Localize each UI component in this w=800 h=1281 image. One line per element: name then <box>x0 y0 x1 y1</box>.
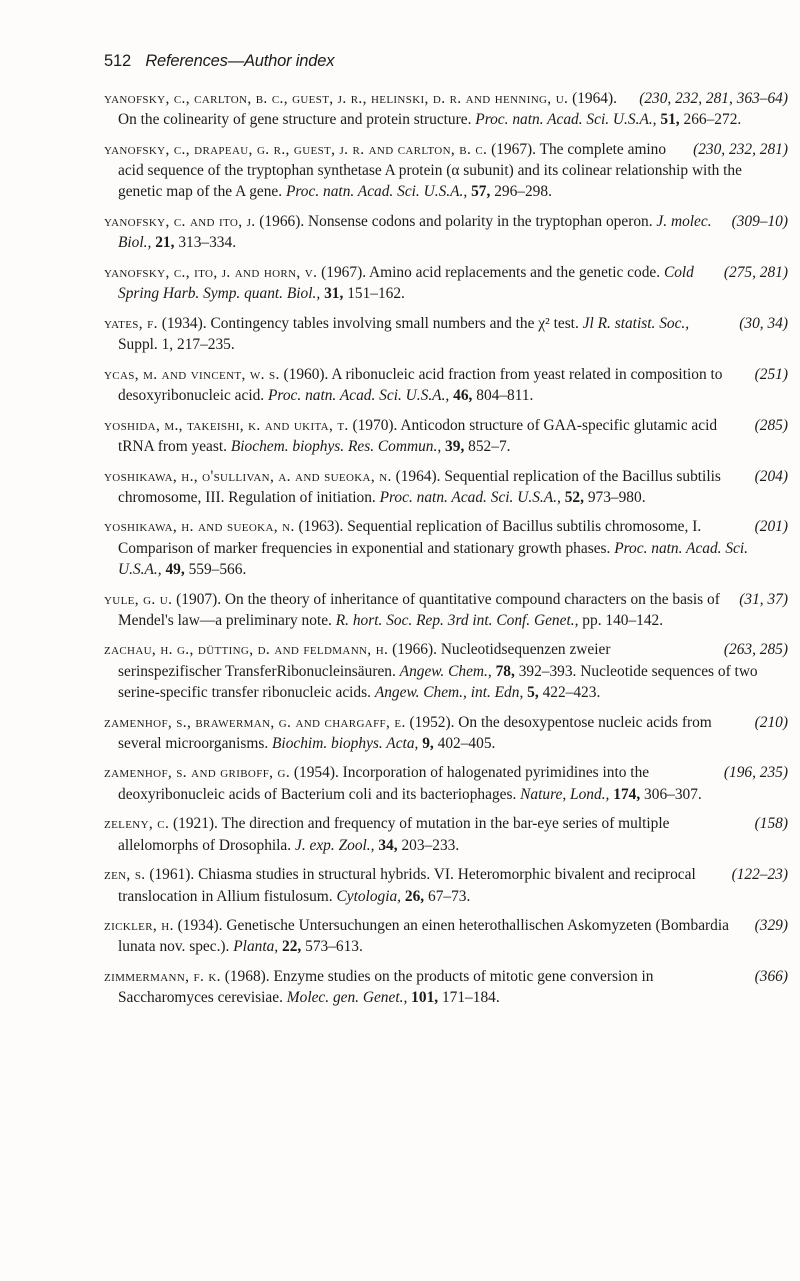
reference-entry <box>104 313 788 355</box>
page-range: 973–980. <box>587 488 646 506</box>
volume: 78, <box>495 662 515 680</box>
authors: zen, s. <box>104 866 146 884</box>
journal: Proc. natn. Acad. Sci. U.S.A., <box>285 183 468 201</box>
cited-pages: (263, 285) <box>723 641 788 659</box>
year: (1934). <box>177 917 223 935</box>
authors: yanofsky, c., drapeau, g. r., guest, j. r. and carlton, b. c. <box>104 140 488 158</box>
article-title: The complete amino acid sequence of the tryptophan synthetase A protein (α subunit) and its colinear relationship with the genetic map of the A gene. <box>118 140 742 201</box>
authors: yoshikawa, h. and sueoka, n. <box>104 518 295 536</box>
page-range: 852–7. <box>468 437 511 455</box>
cited-pages: (30, 34) <box>739 314 788 332</box>
page-range: 573–613. <box>305 938 363 956</box>
article-title: On the colinearity of gene structure and protein structure. <box>118 111 472 129</box>
year: (1921). <box>173 815 218 833</box>
journal: Angew. Chem., <box>399 662 492 680</box>
page-range: 171–184. <box>441 989 500 1007</box>
volume: 9, <box>422 734 434 752</box>
page-range: 266–272. <box>683 111 742 129</box>
translated-title: Nucleotide sequences of two serine-specific transfer ribonucleic acids. <box>118 662 758 701</box>
volume: 21, <box>155 234 175 252</box>
journal-2: Angew. Chem., int. Edn, <box>374 683 524 701</box>
volume: 22, <box>282 938 302 956</box>
page-range: 67–73. <box>428 887 471 905</box>
article-title: Enzyme studies on the products of mitotic gene conversion in Saccharomyces cerevisiae. <box>118 968 654 1007</box>
journal: J. exp. Zool., <box>294 836 375 854</box>
running-head <box>104 50 788 72</box>
volume: 51, <box>660 111 680 129</box>
volume: 174, <box>613 785 641 803</box>
journal: Nature, Lond., <box>520 785 610 803</box>
year: (1970). <box>352 416 398 434</box>
cited-pages: (329) <box>754 917 788 935</box>
journal: J. molec. Biol., <box>118 213 712 252</box>
reference-entry <box>104 211 788 253</box>
cited-pages: (122–23) <box>731 866 788 884</box>
article-title: The direction and frequency of mutation in the bar-eye series of multiple allelomorphs of Drosophila. <box>118 815 670 854</box>
year: (1967). <box>491 140 536 158</box>
authors: yule, g. u. <box>104 590 173 608</box>
year: (1954). <box>293 764 339 782</box>
cited-pages: (196, 235) <box>723 764 788 782</box>
cited-pages: (366) <box>754 968 788 986</box>
article-title: A ribonucleic acid fraction from yeast related in composition to desoxyribonucleic acid. <box>118 365 723 404</box>
year: (1963). <box>298 518 344 536</box>
page-range: 296–298. <box>494 183 552 201</box>
journal: Planta, <box>233 938 279 956</box>
article-title: Genetische Untersuchungen an einen heterothallischen Askomyzeten (Bombardia lunata nov. spec.). <box>118 917 729 956</box>
year: (1952). <box>409 713 455 731</box>
article-title: Chiasma studies in structural hybrids. VI. Heteromorphic bivalent and reciprocal translocation in Allium fistulosum. <box>118 866 696 905</box>
cited-pages: (31, 37) <box>739 590 788 608</box>
running-head-title: References—Author index <box>145 52 335 70</box>
article-title: Amino acid replacements and the genetic code. <box>369 263 661 281</box>
page-range: 151–162. <box>347 285 405 303</box>
cited-pages: (251) <box>754 365 788 383</box>
year: (1967). <box>321 263 367 281</box>
year: (1966). <box>392 641 437 659</box>
year: (1964). <box>395 467 441 485</box>
reference-entry <box>104 466 788 508</box>
page-range: 804–811. <box>476 386 534 404</box>
article-title: Nucleotidsequenzen zweier serinspezifischer TransferRibonucleinsäuren. <box>118 641 611 680</box>
reference-entry <box>104 589 788 631</box>
reference-entry <box>104 639 788 703</box>
reference-entry <box>104 516 788 580</box>
authors: yanofsky, c. and ito, j. <box>104 213 256 231</box>
reference-entry <box>104 139 788 203</box>
journal: Molec. gen. Genet., <box>286 989 408 1007</box>
volume-2: 5, <box>527 683 539 701</box>
cited-pages: (204) <box>754 467 788 485</box>
year: (1960). <box>283 365 329 383</box>
reference-entry <box>104 915 788 957</box>
authors: zachau, h. g., dütting, d. and feldmann, h. <box>104 641 389 659</box>
page-range: pp. 140–142. <box>582 611 664 629</box>
journal: Proc. natn. Acad. Sci. U.S.A., <box>118 539 749 578</box>
journal: Biochim. biophys. Acta, <box>272 734 419 752</box>
article-title: Sequential replication of the Bacillus subtilis chromosome, III. Regulation of initiation. <box>118 467 721 506</box>
reference-entry <box>104 415 788 457</box>
journal: Cold Spring Harb. Symp. quant. Biol., <box>118 263 694 303</box>
cited-pages: (230, 232, 281, 363–64) <box>639 90 788 107</box>
volume: 57, <box>471 183 491 201</box>
reference-list <box>104 88 788 1009</box>
article-title: Incorporation of halogenated pyrimidines into the deoxyribonucleic acids of Bacterium coli and its bacteriophages. <box>118 764 650 803</box>
page-range: 392–393. <box>518 662 577 680</box>
year: (1966). <box>259 213 305 231</box>
journal: Proc. natn. Acad. Sci. U.S.A., <box>379 488 561 506</box>
page-range: 559–566. <box>188 560 247 578</box>
journal: Proc. natn. Acad. Sci. U.S.A., <box>268 386 450 404</box>
year: (1907). <box>176 590 222 608</box>
authors: zickler, h. <box>104 917 174 935</box>
article-title: On the desoxypentose nucleic acids from several microorganisms. <box>118 713 712 752</box>
page-range: Suppl. 1, 217–235. <box>118 336 235 354</box>
reference-entry <box>104 364 788 406</box>
volume: 34, <box>378 836 398 854</box>
page-range: 313–334. <box>178 234 237 252</box>
journal: R. hort. Soc. Rep. 3rd int. Conf. Genet., <box>335 611 579 629</box>
year: (1964). <box>572 90 617 107</box>
reference-entry <box>104 966 788 1008</box>
article-title: Sequential replication of Bacillus subtilis chromosome, I. Comparison of marker frequencies in exponential and stationary growth phases. <box>118 518 702 557</box>
page <box>104 50 788 1017</box>
cited-pages: (309–10) <box>731 213 788 231</box>
authors: zeleny, c. <box>104 815 170 833</box>
volume: 101, <box>411 989 439 1007</box>
authors: zamenhof, s., brawerman, g. and chargaff, e. <box>104 713 406 731</box>
article-title: Anticodon structure of GAA-specific glutamic acid tRNA from yeast. <box>118 416 718 455</box>
page-range: 203–233. <box>401 836 460 854</box>
page-range: 402–405. <box>437 734 496 752</box>
cited-pages: (158) <box>754 815 788 833</box>
authors: yanofsky, c., ito, j. and horn, v. <box>104 263 318 281</box>
page-range: 306–307. <box>644 785 702 803</box>
journal: Jl R. statist. Soc., <box>582 314 690 332</box>
journal: Cytologia, <box>336 887 402 905</box>
reference-entry <box>104 762 788 804</box>
reference-entry <box>104 864 788 906</box>
page-number: 512 <box>104 52 131 70</box>
volume: 46, <box>453 386 473 404</box>
volume: 49, <box>165 560 185 578</box>
journal: Biochem. biophys. Res. Commun., <box>230 437 442 455</box>
cited-pages: (230, 232, 281) <box>693 140 788 158</box>
article-title: Nonsense codons and polarity in the tryptophan operon. <box>308 213 653 231</box>
authors: zimmermann, f. k. <box>104 968 221 986</box>
volume: 31, <box>324 285 344 303</box>
journal: Proc. natn. Acad. Sci. U.S.A., <box>475 111 657 129</box>
cited-pages: (285) <box>754 416 788 434</box>
page-range-2: 422–423. <box>542 683 601 701</box>
article-title: On the theory of inheritance of quantitative compound characters on the basis of Mendel's law—a preliminary note. <box>118 590 720 629</box>
reference-entry <box>104 813 788 855</box>
authors: yoshikawa, h., o'sullivan, a. and sueoka, n. <box>104 467 392 485</box>
authors: zamenhof, s. and griboff, g. <box>104 764 291 782</box>
reference-entry <box>104 712 788 754</box>
authors: yanofsky, c., carlton, b. c., guest, j. r., helinski, d. r. and henning, u. <box>104 90 569 107</box>
year: (1961). <box>149 866 195 884</box>
cited-pages: (210) <box>754 713 788 731</box>
reference-entry <box>104 88 788 130</box>
year: (1934). <box>161 314 207 332</box>
authors: ycas, m. and vincent, w. s. <box>104 365 280 383</box>
cited-pages: (201) <box>754 518 788 536</box>
authors: yates, f. <box>104 314 158 332</box>
year: (1968). <box>224 968 270 986</box>
article-title: Contingency tables involving small numbers and the χ² test. <box>210 314 579 332</box>
volume: 39, <box>445 437 465 455</box>
cited-pages: (275, 281) <box>723 263 788 281</box>
authors: yoshida, m., takeishi, k. and ukita, t. <box>104 416 349 434</box>
volume: 26, <box>404 887 425 905</box>
reference-entry <box>104 262 788 304</box>
volume: 52, <box>564 488 584 506</box>
